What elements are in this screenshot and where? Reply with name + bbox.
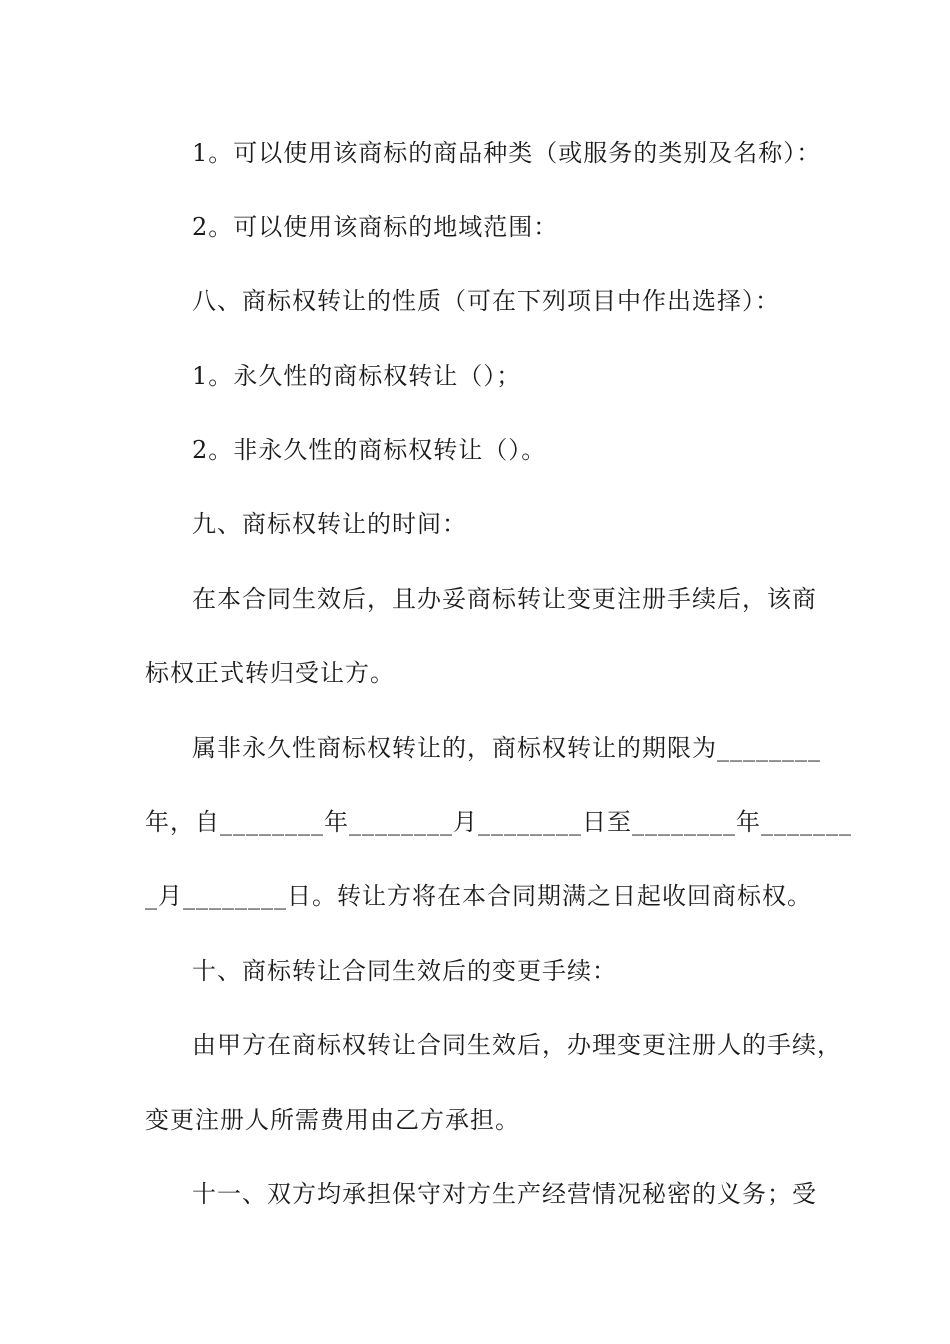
text-line-8: 标权正式转归受让方。 xyxy=(145,659,395,687)
text-line-9: 属非永久性商标权转让的，商标权转让的期限为________ xyxy=(192,734,821,762)
text-line-13: 由甲方在商标权转让合同生效后，办理变更注册人的手续， xyxy=(192,1031,842,1059)
text-line-1: 1。可以使用该商标的商品种类（或服务的类别及名称）： xyxy=(192,139,822,167)
section-heading-10: 十、商标转让合同生效后的变更手续： xyxy=(192,957,617,985)
section-heading-11: 十一、双方均承担保守对方生产经营情况秘密的义务；受 xyxy=(192,1180,817,1208)
section-heading-9: 九、商标权转让的时间： xyxy=(192,510,467,538)
section-heading-8: 八、商标权转让的性质（可在下列项目中作出选择）： xyxy=(192,287,780,315)
text-line-14: 变更注册人所需费用由乙方承担。 xyxy=(145,1106,520,1134)
text-line-2: 2。可以使用该商标的地域范围： xyxy=(192,213,559,241)
text-line-10: 年，自________年________月________日至________年_______ xyxy=(145,808,852,836)
text-line-7: 在本合同生效后，且办妥商标转让变更注册手续后，该商 xyxy=(192,585,817,613)
text-line-5: 2。非永久性的商标权转让（）。 xyxy=(192,436,547,464)
text-line-11: _月________日。转让方将在本合同期满之日起收回商标权。 xyxy=(145,882,812,910)
text-line-4: 1。永久性的商标权转让（）； xyxy=(192,362,522,390)
